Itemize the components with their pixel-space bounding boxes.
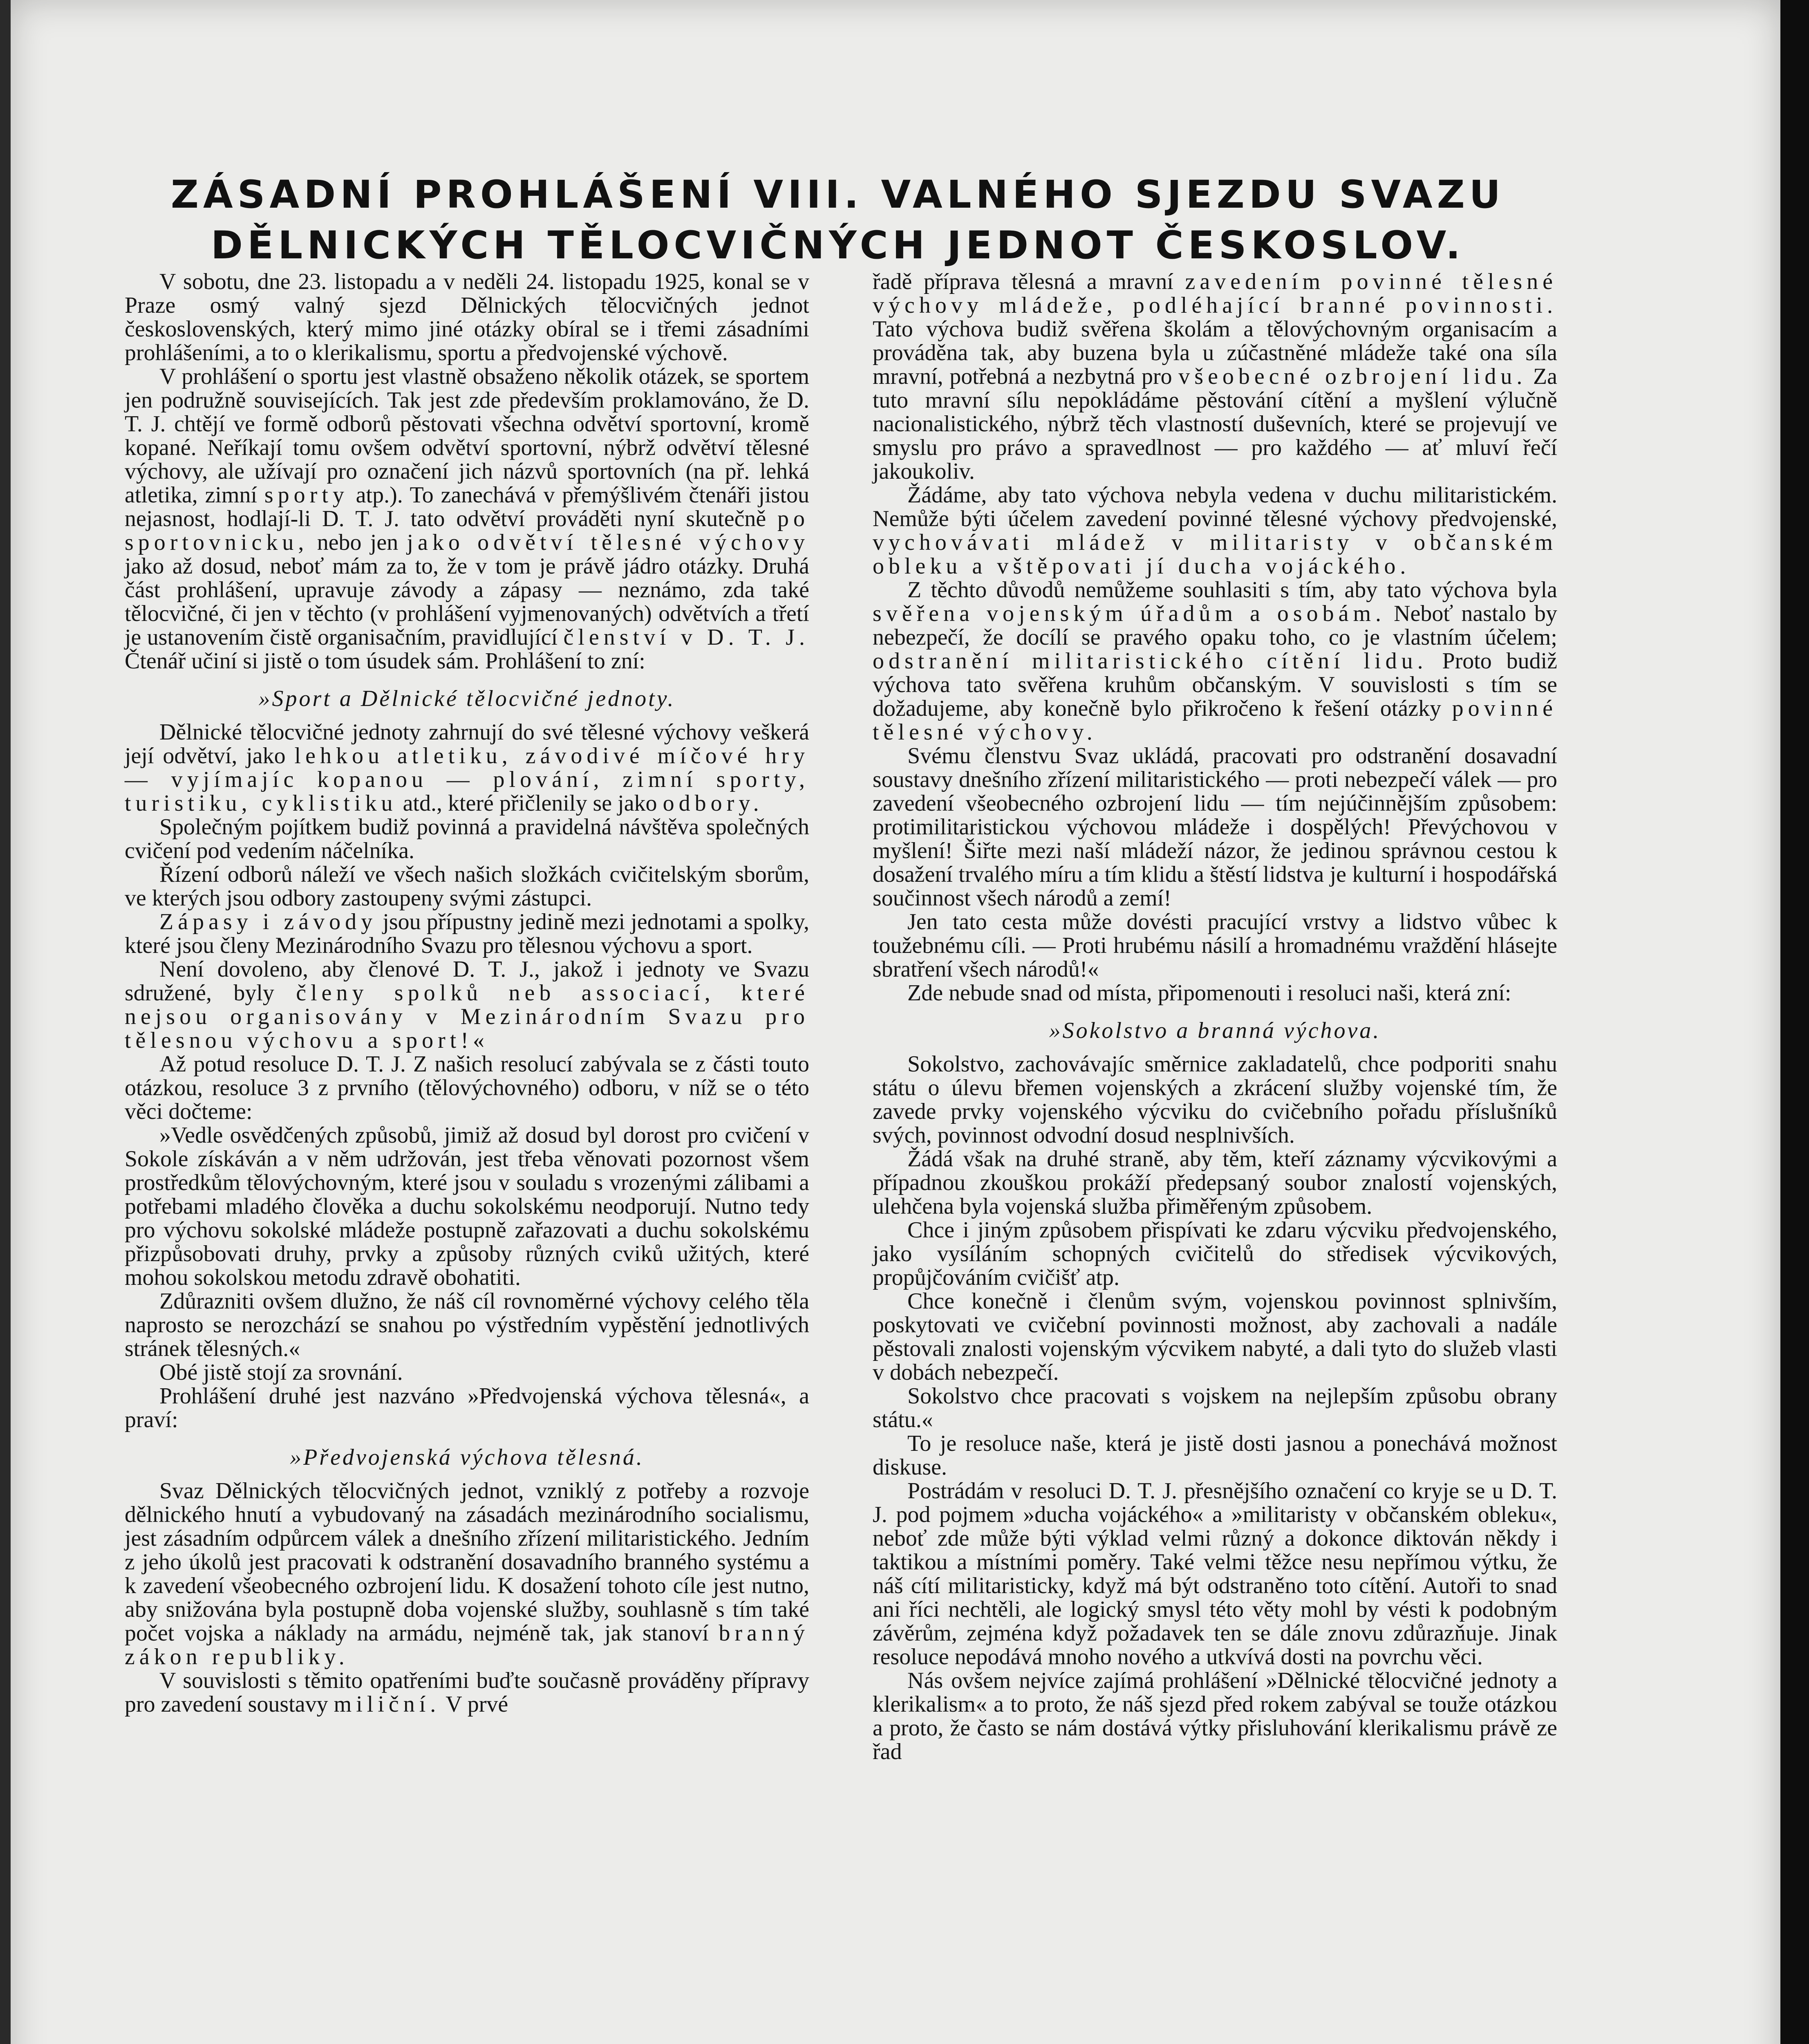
paragraph: Zdůrazniti ovšem dlužno, že náš cíl rovnoměrné výchovy celého těla naprosto se nerozchází se snahou po výstředním vypěstění jednotlivých stránek tělesných.«	[125, 1289, 809, 1361]
paragraph: Chce i jiným způsobem přispívati ke zdaru výcviku předvojenského, jako vysíláním schopných cvičitelů do středisek výcvikových, propůjčováním cvičišť atp.	[873, 1217, 1557, 1290]
paragraph: »Vedle osvědčených způsobů, jimiž až dosud byl dorost pro cvičení v Sokole získáván a v něm udržován, jest třeba věnovati pozornost všem prostředkům tělovýchovným, které jsou v souladu s vrozenými zálibami a potřebami mladého člověka a duchu sokolskému neodporují. Nutno tedy pro výchovu sokolské mládeže postupně zařazovati a duchu sokolskému přizpůsobovati druhy, prvky a způsoby různých cviků užitých, které mohou sokolskou metodu zdravě obohatiti.	[125, 1123, 809, 1290]
left-column	[125, 270, 809, 1716]
paragraph: Obé jistě stojí za srovnání.	[159, 1360, 403, 1385]
paragraph: Prohlášení druhé jest nazváno »Předvojenská výchova tělesná«, a praví:	[125, 1383, 809, 1432]
paragraph: Sokolstvo chce pracovati s vojskem na nejlepším způsobu obrany státu.«	[873, 1383, 1557, 1432]
paragraph: Z těchto důvodů nemůžeme souhlasiti s tím, aby tato výchova byla svěřena vojenským úřadům a osobám. Neboť nastalo by nebezpečí, že docílí se pravého opaku toho, co je vlastním účelem; odstranění militaristického cítění lidu. Proto budiž výchova tato svěřena kruhům občanským. V souvislosti s tím se dožadujeme, aby konečně bylo přikročeno k řešení otázky povinné tělesné výchovy.	[873, 577, 1558, 745]
paragraph: Zde nebude snad od místa, připomenouti i resoluci naši, která zní:	[907, 980, 1511, 1006]
paragraph: Společným pojítkem budiž povinná a pravidelná návštěva společných cvičení pod vedením náčelníka.	[125, 814, 809, 863]
paragraph: Až potud resoluce D. T. J. Z našich resolucí zabývala se z části touto otázkou, resoluce 3 z prvního (tělovýchovného) odboru, v níž se o této věci dočteme:	[125, 1051, 809, 1124]
paragraph: Postrádám v resoluci D. T. J. přesnějšího označení co kryje se u D. T. J. pod pojmem »ducha vojáckého« a »militaristy v občanském obleku«, neboť zde může býti výklad velmi různý a dokonce diktován někdy i taktikou a místními poměry. Také velmi těžce nesu nepřímou výtku, že náš cítí militaristicky, když má být odstraněno toto cítění. Autoři to snad ani říci nechtěli, ale logický smysl této věty mohl by vésti k podobným závěrům, zejména když požadavek ten se dále znovu zdůrazňuje. Jinak resoluce nepodává mnoho nového a utkvívá dosti na povrchu věci.	[873, 1478, 1557, 1670]
article-title	[123, 170, 1553, 271]
paragraph: Zápasy i závody jsou přípustny jedině mezi jednotami a spolky, které jsou členy Mezinárodního Svazu pro tělesnou výchovu a sport.	[125, 909, 809, 958]
paragraph: Není dovoleno, aby členové D. T. J., jakož i jednoty ve Svazu sdružené, byly členy spolků neb associací, které nejsou organisovány v Mezinárodním Svazu pro tělesnou výchovu a sport!«	[125, 957, 809, 1053]
paragraph: Svému členstvu Svaz ukládá, pracovati pro odstranění dosavadní soustavy dnešního zřízení militaristického — proti nebezpečí válek — pro zavedení všeobecného ozbrojení lidu — tím nejúčinnějším způsobem: protimilitaristickou výchovou mládeže i dospělých! Převýchovou v myšlení! Šiřte mezi naší mládeží názor, že jedinou správnou cestou k dosažení trvalého míru a tím klidu a štěstí lidstva je kulturní i hospodářská součinnost všech národů a zemí!	[873, 743, 1557, 911]
paragraph: Svaz Dělnických tělocvičných jednot, vzniklý z potřeby a rozvoje dělnického hnutí a vybudovaný na zásadách mezinárodního socialismu, jest zásadním odpůrcem válek a dnešního zřízení militaristického. Jedním z jeho úkolů jest pracovati k odstranění dosavadního branného systému a k zavedení všeobecného ozbrojení lidu. K dosažení tohoto cíle jest nutno, aby snižována byla postupně doba vojenské služby, souhlasně s tím také počet vojska a náklady na armádu, nejméně tak, jak stanoví branný zákon republiky.	[125, 1478, 810, 1670]
title-line-2: DĚLNICKÝCH TĚLOCVIČNÝCH JEDNOT ČESKOSLOV.	[211, 223, 1465, 268]
paragraph: Sokolstvo, zachovávajíc směrnice zakladatelů, chce podporiti snahu státu o úlevu břemen vojenských a zkrácení služby vojenské tím, že zavede prvky vojenského výcviku do cvičebního pořadu příslušníků svých, povinnost odvodní dosud nesplnivších.	[873, 1051, 1557, 1148]
title-line-1: ZÁSADNÍ PROHLÁŠENÍ VIII. VALNÉHO SJEZDU SVAZU	[170, 173, 1505, 217]
paragraph: V prohlášení o sportu jest vlastně obsaženo několik otázek, se sportem jen podružně souvisejících. Tak jest zde především proklamováno, že D. T. J. chtějí ve formě odborů pěstovati všechna odvětví sportovní, kromě kopané. Neříkají tomu ovšem odvětví sportovní, nýbrž odvětví tělesné výchovy, ale užívají pro označení jich názvů sportovních (na př. lehká atletika, zimní sporty atp.). To zanechává v přemýšlivém čtenáři jistou nejasnost, hodlají-li D. T. J. tato odvětví prováděti nyní skutečně po sportovnicku, nebo jen jako odvětví tělesné výchovy jako až dosud, neboť mám za to, že v tom je právě jádro otázky. Druhá část prohlášení, upravuje závody a zápasy — neznámo, zda také tělocvičné, či jen v těchto (v prohlášení vyjmenovaných) odvětvích a třetí je ustanovením čistě organisačním, pravidlující členství v D. T. J. Čtenář učiní si jistě o tom úsudek sám. Prohlášení to zní:	[125, 364, 810, 674]
scan-edge	[1780, 0, 1809, 2044]
paragraph: V souvislosti s těmito opatřeními buďte současně prováděny přípravy pro zavedení soustavy miliční. V prvé	[125, 1668, 809, 1717]
paragraph: řadě příprava tělesná a mravní zavedením povinné tělesné výchovy mládeže, podléhající branné povinnosti. Tato výchova budiž svěřena školám a tělovýchovným organisacím a prováděna tak, aby buzena byla u zúčastněné mládeže také ona síla mravní, potřebná a nezbytná pro všeobecné ozbrojení lidu. Za tuto mravní sílu nepokládáme pěstování cítění a myšlení výlučně nacionalistického, nýbrž těch vlastností duševních, které se projevují ve smyslu pro právo a spravedlnost — pro každého — ať mluví řečí jakoukoliv.	[873, 269, 1558, 484]
paragraph: To je resoluce naše, která je jistě dosti jasnou a ponechává možnost diskuse.	[873, 1431, 1557, 1480]
section-heading: »Předvojenská výchova tělesná.	[290, 1445, 644, 1470]
paragraph: Řízení odborů náleží ve všech našich složkách cvičitelským sborům, ve kterých jsou odbory zastoupeny svými zástupci.	[125, 862, 809, 911]
paragraph: Jen tato cesta může dovésti pracující vrstvy a lidstvo vůbec k toužebnému cíli. — Proti hrubému násilí a hromadnému vraždění hlásejte sbratření všech národů!«	[873, 909, 1557, 982]
paragraph: Nás ovšem nejvíce zajímá prohlášení »Dělnické tělocvičné jednoty a klerikalism« a to proto, že náš sjezd před rokem zabýval se touže otázkou a proto, že často se nám dostává výtky přisluhování klerikalismu právě ze řad	[873, 1668, 1557, 1764]
paragraph: Chce konečně i členům svým, vojenskou povinnost splnivším, poskytovati ve cvičební povinnosti možnost, aby zachovali a nadále pěstovali znalosti vojenským výcvikem nabyté, a dali tyto do služeb vlasti v dobách nebezpečí.	[873, 1289, 1557, 1385]
section-heading: »Sokolstvo a branná výchova.	[1049, 1018, 1381, 1043]
paragraph: Žádáme, aby tato výchova nebyla vedena v duchu militaristickém. Nemůže býti účelem zavedení povinné tělesné výchovy předvojenské, vychovávati mládež v militaristy v občanském obleku a vštěpovati jí ducha vojáckého.	[873, 482, 1557, 579]
paragraph: Žádá však na druhé straně, aby těm, kteří záznamy výcvikovými a případnou zkouškou prokáží předepsaný soubor znalostí vojenských, ulehčena byla vojenská služba přiměřeným způsobem.	[873, 1146, 1557, 1219]
paragraph: V sobotu, dne 23. listopadu a v neděli 24. listopadu 1925, konal se v Praze osmý valný sjezd Dělnických tělocvičných jednot československých, který mimo jiné otázky obíral se i třemi zásadními prohlášeními, a to o klerikalismu, sportu a předvojenské výchově.	[125, 269, 809, 365]
paragraph: Dělnické tělocvičné jednoty zahrnují do své tělesné výchovy veškerá její odvětví, jako lehkou atletiku, závodivé míčové hry — vyjímajíc kopanou — plování, zimní sporty, turistiku, cyklistiku atd., které přičlenily se jako odbory.	[125, 719, 809, 816]
right-column	[873, 270, 1557, 1764]
section-heading: »Sport a Dělnické tělocvičné jednoty.	[258, 686, 676, 711]
